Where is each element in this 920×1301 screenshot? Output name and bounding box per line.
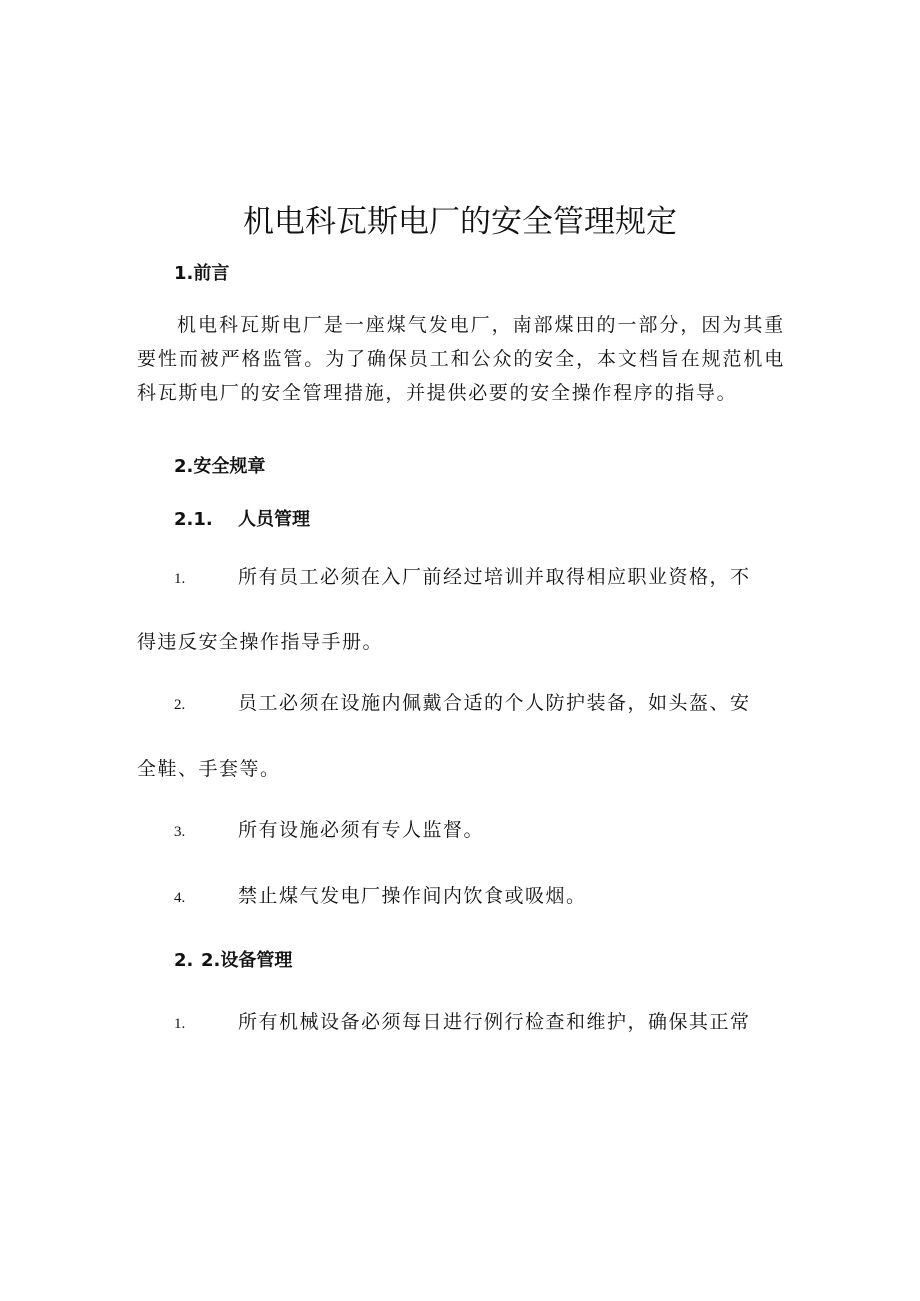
subsection-number-personnel: 2.1. [174,509,213,530]
subsection-title-equipment: 2.设备管理 [201,950,293,971]
document-title: 机电科瓦斯电厂的安全管理规定 [243,204,677,240]
preface-paragraph: 机电科瓦斯电厂是一座煤气发电厂，南部煤田的一部分，因为其重要性而被严格监管。为了确保员工和公众的安全，本文档旨在规范机电科瓦斯电厂的安全管理措施，并提供必要的安全操作程序的指导。 [137,314,785,404]
list-item-text: 禁止煤气发电厂操作间内饮食或吸烟。 [238,885,587,907]
list-item-text: 所有机械设备必须每日进行例行检查和维护，确保其正常 [238,1011,751,1033]
list-item-text: 所有设施必须有专人监督。 [238,819,485,841]
list-item-text: 所有员工必须在入厂前经过培训并取得相应职业资格，不 [238,566,751,588]
list-item-number: 1. [174,1016,186,1032]
subsection-title-personnel: 人员管理 [238,509,310,530]
section-heading-preface: 1.前言 [174,263,230,284]
list-item-number: 2. [174,697,186,713]
list-item-number: 4. [174,890,186,906]
list-item-number: 3. [174,824,186,840]
section-heading-safety-rules: 2.安全规章 [174,456,266,477]
list-item-number: 1. [174,571,186,587]
subsection-number-equipment: 2. [174,950,194,971]
list-item-continuation: 得违反安全操作指导手册。 [137,631,384,653]
list-item-continuation: 全鞋、手套等。 [137,758,281,780]
list-item-text: 员工必须在设施内佩戴合适的个人防护装备，如头盔、安 [238,692,751,714]
